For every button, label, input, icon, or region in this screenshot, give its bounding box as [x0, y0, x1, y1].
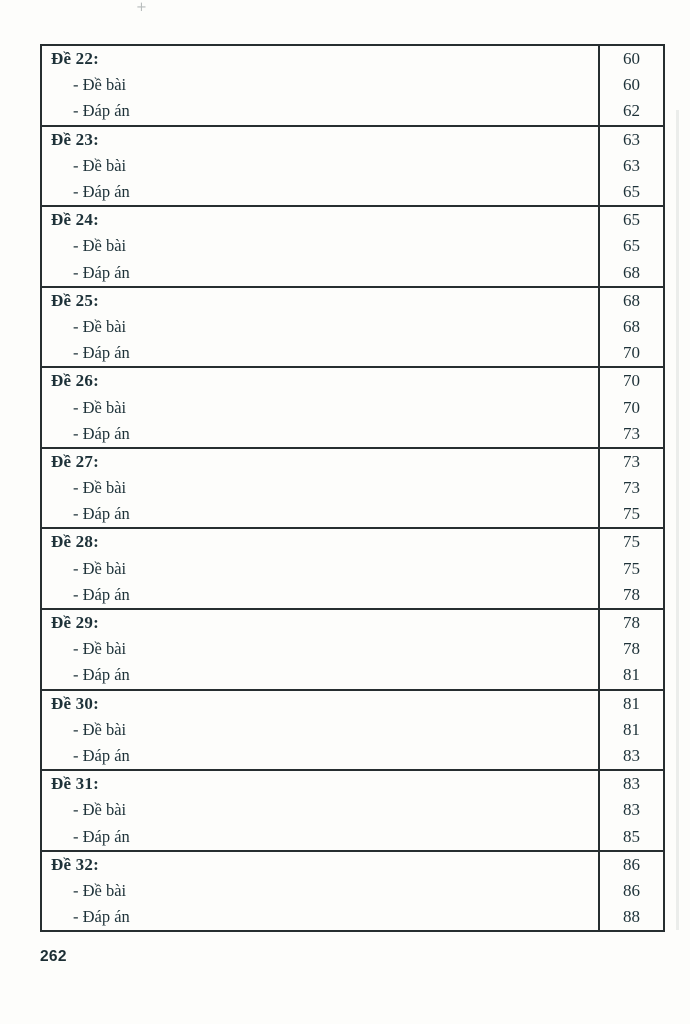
scan-edge-artifact — [676, 110, 679, 930]
toc-subitem-page: 88 — [623, 907, 640, 927]
toc-subitem-page: 75 — [623, 504, 640, 524]
toc-subitem-page: 78 — [623, 584, 640, 604]
toc-table — [40, 44, 665, 932]
toc-subitem-label: - Đề bài — [73, 639, 127, 659]
toc-subitem-page: 70 — [623, 397, 640, 417]
toc-subitem-page: 73 — [623, 478, 640, 498]
toc-subitem-page: 75 — [623, 558, 640, 578]
toc-subitem-page: 83 — [623, 800, 640, 820]
toc-entry — [42, 46, 663, 125]
toc-entry-labels — [42, 852, 598, 931]
toc-entry-page: 78 — [623, 613, 640, 633]
toc-subitem-label: - Đáp án — [73, 423, 130, 443]
toc-entry-page: 75 — [623, 532, 640, 552]
toc-entry — [42, 689, 663, 770]
toc-entry-labels — [42, 771, 598, 850]
toc-entry-page: 65 — [623, 210, 640, 230]
toc-entry-labels — [42, 368, 598, 447]
toc-subitem-page: 60 — [623, 75, 640, 95]
toc-entry — [42, 286, 663, 367]
toc-subitem-label: - Đáp án — [73, 101, 130, 121]
toc-entry-title: Đề 24: — [51, 210, 99, 230]
toc-entry-title: Đề 25: — [51, 290, 99, 310]
toc-subitem-label: - Đề bài — [73, 558, 127, 578]
toc-subitem-label: - Đề bài — [73, 880, 127, 900]
toc-entry-title: Đề 27: — [51, 451, 99, 471]
toc-entry-pages — [598, 127, 663, 206]
toc-entry-pages — [598, 691, 663, 770]
toc-entry-pages — [598, 771, 663, 850]
toc-subitem-label: - Đề bài — [73, 800, 127, 820]
toc-entry-title: Đề 23: — [51, 129, 99, 149]
toc-subitem-page: 78 — [623, 639, 640, 659]
toc-entry-labels — [42, 127, 598, 206]
toc-entry-labels — [42, 288, 598, 367]
toc-entry — [42, 205, 663, 286]
toc-subitem-label: - Đáp án — [73, 907, 130, 927]
toc-entry-pages — [598, 852, 663, 931]
registration-mark: + — [136, 0, 147, 15]
toc-entry-pages — [598, 46, 663, 125]
toc-entry-labels — [42, 449, 598, 528]
toc-subitem-label: - Đáp án — [73, 262, 130, 282]
toc-entry-pages — [598, 288, 663, 367]
toc-entry-labels — [42, 529, 598, 608]
toc-entry-labels — [42, 207, 598, 286]
toc-subitem-page: 65 — [623, 236, 640, 256]
toc-entry-title: Đề 31: — [51, 774, 99, 794]
toc-entry-pages — [598, 368, 663, 447]
toc-subitem-label: - Đáp án — [73, 504, 130, 524]
toc-entry — [42, 125, 663, 206]
toc-subitem-page: 68 — [623, 316, 640, 336]
toc-subitem-label: - Đáp án — [73, 745, 130, 765]
toc-subitem-label: - Đề bài — [73, 316, 127, 336]
toc-entry-pages — [598, 610, 663, 689]
toc-subitem-label: - Đề bài — [73, 719, 127, 739]
toc-entry — [42, 608, 663, 689]
toc-entry-labels — [42, 46, 598, 125]
toc-subitem-page: 81 — [623, 665, 640, 685]
toc-entry-labels — [42, 610, 598, 689]
toc-entry-pages — [598, 449, 663, 528]
toc-subitem-page: 62 — [623, 101, 640, 121]
toc-subitem-label: - Đáp án — [73, 826, 130, 846]
toc-subitem-label: - Đáp án — [73, 584, 130, 604]
toc-subitem-label: - Đáp án — [73, 665, 130, 685]
toc-entry-title: Đề 32: — [51, 854, 99, 874]
toc-entry-pages — [598, 207, 663, 286]
toc-subitem-label: - Đề bài — [73, 478, 127, 498]
toc-entry-title: Đề 30: — [51, 693, 99, 713]
toc-entry-title: Đề 28: — [51, 532, 99, 552]
toc-subitem-page: 70 — [623, 343, 640, 363]
toc-entry-title: Đề 26: — [51, 371, 99, 391]
toc-entry-page: 70 — [623, 371, 640, 391]
toc-entry — [42, 769, 663, 850]
toc-subitem-page: 65 — [623, 182, 640, 202]
toc-entry-title: Đề 29: — [51, 613, 99, 633]
toc-subitem-page: 68 — [623, 262, 640, 282]
toc-entry-page: 86 — [623, 854, 640, 874]
toc-subitem-page: 83 — [623, 745, 640, 765]
toc-subitem-label: - Đáp án — [73, 182, 130, 202]
toc-entry — [42, 850, 663, 931]
toc-entry-page: 73 — [623, 451, 640, 471]
toc-subitem-label: - Đề bài — [73, 155, 127, 175]
toc-entry-labels — [42, 691, 598, 770]
toc-subitem-page: 86 — [623, 880, 640, 900]
toc-entry — [42, 366, 663, 447]
toc-entry-page: 60 — [623, 49, 640, 69]
toc-subitem-page: 85 — [623, 826, 640, 846]
toc-subitem-label: - Đáp án — [73, 343, 130, 363]
toc-entry-page: 81 — [623, 693, 640, 713]
toc-subitem-page: 81 — [623, 719, 640, 739]
toc-entry — [42, 527, 663, 608]
toc-subitem-page: 73 — [623, 423, 640, 443]
toc-entry — [42, 447, 663, 528]
footer-page-number: 262 — [40, 948, 67, 965]
toc-entry-pages — [598, 529, 663, 608]
toc-subitem-label: - Đề bài — [73, 75, 127, 95]
toc-subitem-label: - Đề bài — [73, 236, 127, 256]
toc-entry-page: 68 — [623, 290, 640, 310]
toc-subitem-page: 63 — [623, 155, 640, 175]
toc-entry-title: Đề 22: — [51, 49, 99, 69]
toc-subitem-label: - Đề bài — [73, 397, 127, 417]
toc-entry-page: 83 — [623, 774, 640, 794]
toc-entry-page: 63 — [623, 129, 640, 149]
